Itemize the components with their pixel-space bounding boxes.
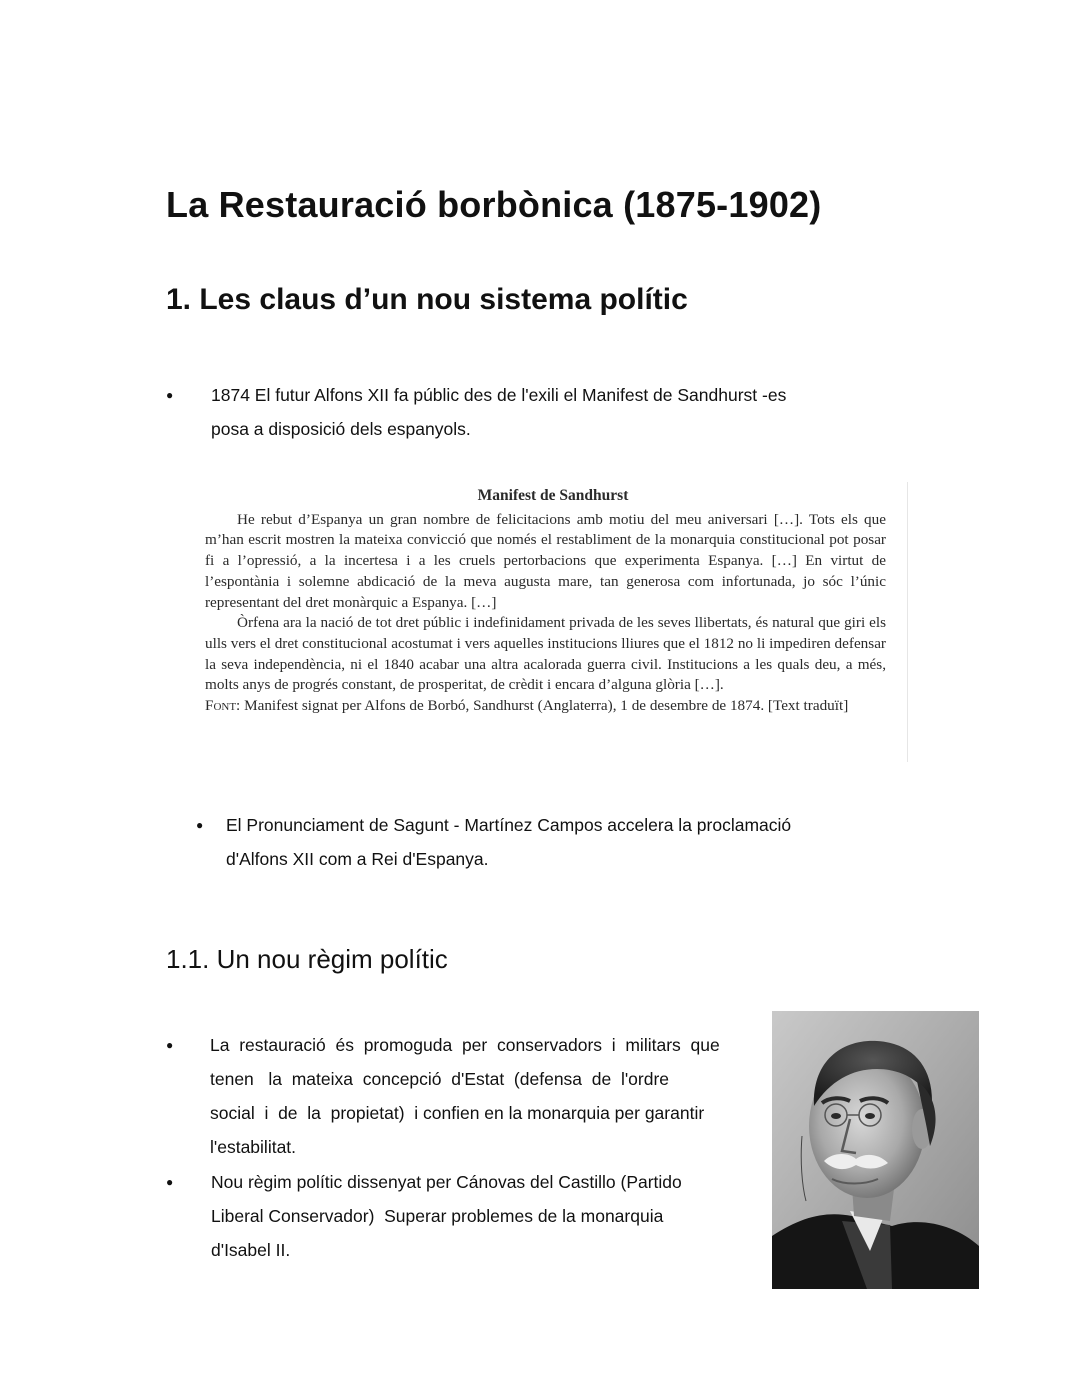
bullet-icon: ● [166, 1038, 174, 1052]
list-item-line: Liberal Conservador) Superar problemes de la monarquia [211, 1206, 664, 1226]
list-item-canovas [166, 1165, 811, 1267]
subsection-title: 1.1. Un nou règim polític [166, 944, 448, 974]
quote-title: Manifest de Sandhurst [477, 487, 629, 504]
list-item-pronunciament [196, 808, 916, 876]
section-title: 1. Les claus d’un nou sistema polític [166, 283, 688, 316]
list-item-line: d'Isabel II. [211, 1240, 291, 1260]
list-item-line: Nou règim polític dissenyat per Cánovas del Castillo (Partido [211, 1172, 682, 1192]
list-item-line: l'estabilitat. [210, 1137, 297, 1157]
bullet-icon: ● [166, 388, 174, 402]
manifest-quote-image [200, 480, 906, 764]
portrait-illustration [772, 1011, 979, 1289]
list-item-line: El Pronunciament de Sagunt - Martínez Campos accelera la proclamació [226, 815, 792, 835]
list-item-manifest [166, 378, 931, 446]
page-title: La Restauració borbònica (1875-1902) [166, 184, 822, 225]
list-item-line: tenen la mateixa concepció d'Estat (defensa de l'ordre [210, 1069, 670, 1089]
list-item-restauracio [166, 1028, 814, 1164]
quote-source-label: Font: [205, 697, 241, 715]
image-edge [907, 482, 908, 762]
canovas-portrait-photo [772, 1011, 979, 1289]
list-item-line: d'Alfons XII com a Rei d'Espanya. [226, 849, 489, 869]
quote-source-text: Manifest signat per Alfons de Borbó, Sandhurst (Anglaterra), 1 de desembre de 1874. [Text traduït] [240, 697, 849, 715]
list-item-line: La restauració és promoguda per conservadors i militars que [210, 1035, 720, 1055]
quote-source [200, 696, 906, 717]
list-item-line: social i de la propietat) i confien en la monarquia per garantir [210, 1103, 705, 1123]
list-item-line: 1874 El futur Alfons XII fa públic des de l'exili el Manifest de Sandhurst -es [211, 385, 787, 405]
bullet-icon: ● [196, 818, 204, 832]
bullet-icon: ● [166, 1175, 174, 1189]
quote-paragraph: He rebut d’Espanya un gran nombre de felicitacions amb motiu del meu aniversari […]. Tots els que m’han escrit mostren la mateixa convicció que només el restabliment de la monarquia constitucional pot posar fi a l’opressió, a la incertesa i a les cruels pertorbacions que experimenta Espanya. […] En virtut de l’espontània i solemne abdicació de la meva augusta mare, tan generosa com infortunada, jo sóc l’únic representant del dret monàrquic a Espanya. […] [205, 510, 886, 611]
list-item-line: posa a disposició dels espanyols. [211, 419, 471, 439]
quote-paragraph: Òrfena ara la nació de tot dret públic i indefinidament privada de les seves llibertats, és natural que giri els ulls vers el dret constitucional acostumat i vers aquelles institucions lliures que el 1812 no li impediren defensar la seva independència, ni el 1840 acabar una altra acalorada guerra civil. Institucions a les quals deu, a més, molts anys de progrés constant, de prosperitat, de crèdit i encara d’alguna glòria […]. [205, 614, 886, 694]
